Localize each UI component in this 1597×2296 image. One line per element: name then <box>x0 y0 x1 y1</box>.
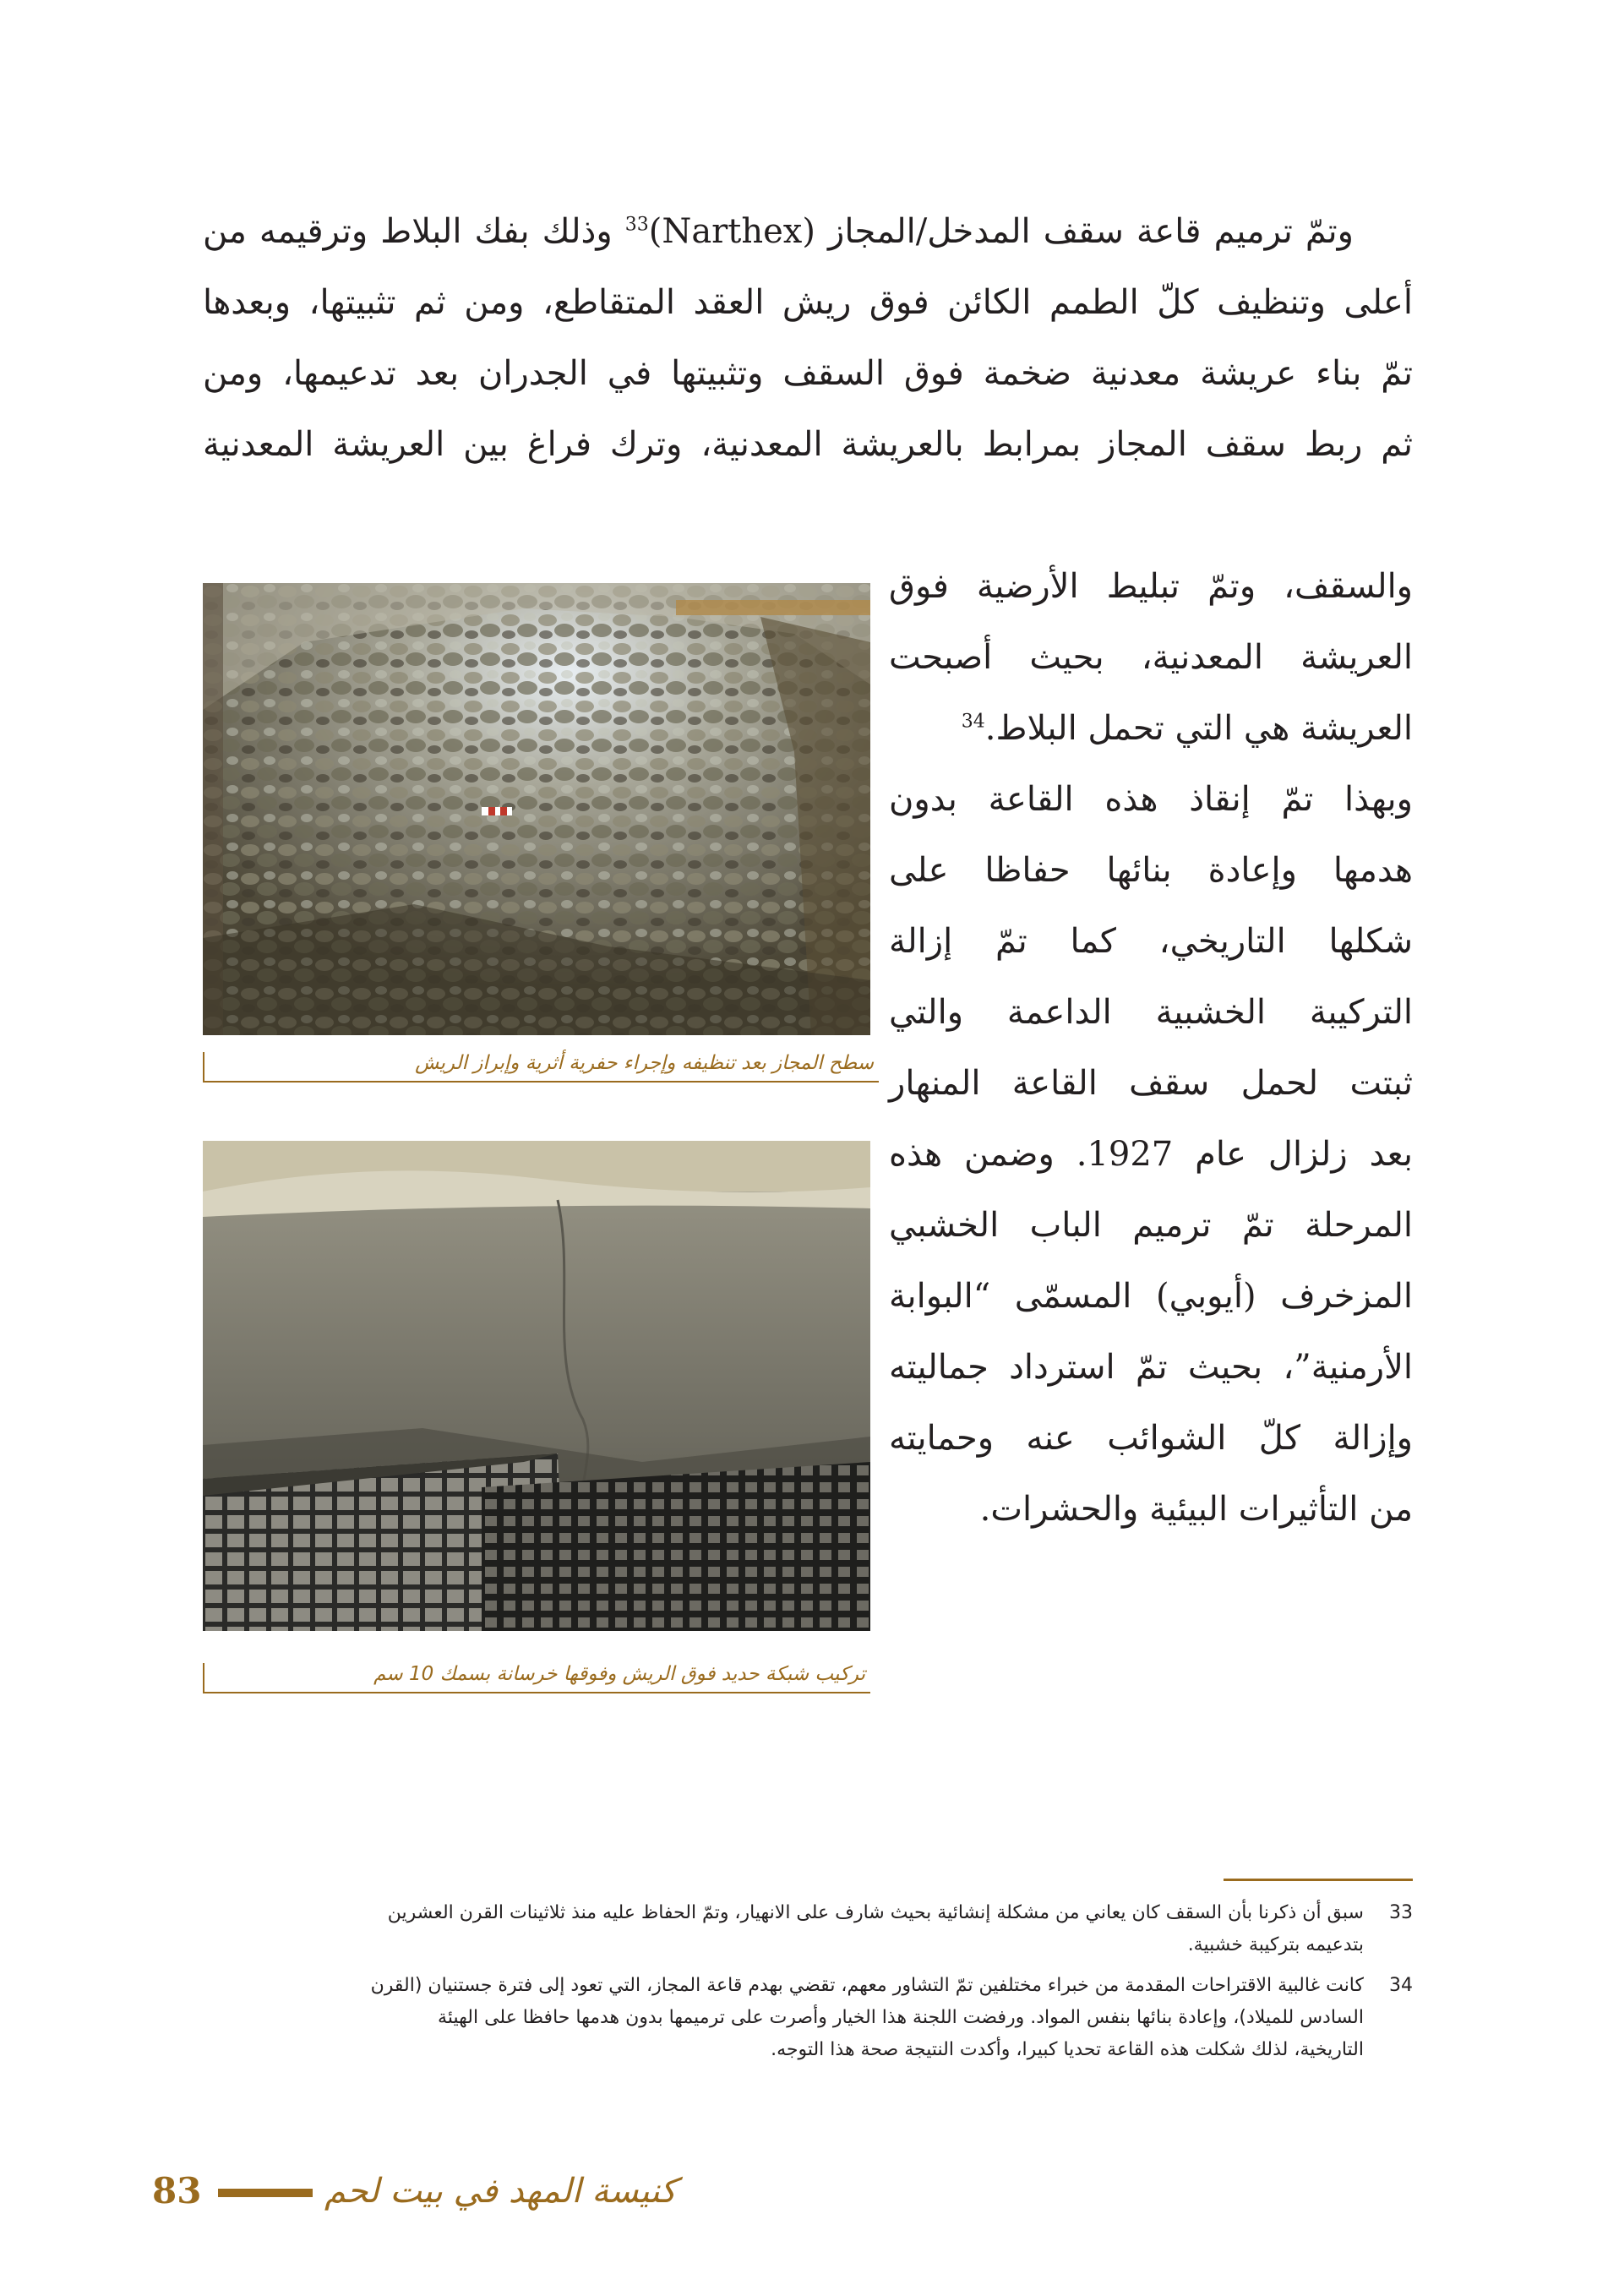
narrow-line-13: وإزالة كلّ الشوائب عنه وحمايته <box>889 1419 1413 1458</box>
page-number: 83 <box>152 2170 202 2211</box>
narrow-line-4: وبهذا تمّ إنقاذ هذه القاعة بدون <box>889 780 1413 819</box>
body-line-3: تمّ بناء عريشة معدنية ضخمة فوق السقف وتثبيتها في الجدران بعد تدعيمها، ومن <box>203 354 1413 393</box>
body-line-1 <box>203 196 1413 267</box>
footnote-number: 34 <box>1389 1975 1413 1996</box>
narrow-line-11: المزخرف (أيوبي) المسمّى “البوابة <box>889 1277 1413 1316</box>
footnote-33 <box>203 1897 1413 1961</box>
body-line-4: ثم ربط سقف المجاز بمرابط بالعريشة المعدنية، وترك فراغ بين العريشة المعدنية <box>203 425 1413 464</box>
footnote-34 <box>203 1970 1413 2066</box>
narrow-line-3 <box>889 693 1413 764</box>
narrow-line-7: التركيبة الخشبية الداعمة والتي <box>889 993 1413 1032</box>
narrow-line-2: العريشة المعدنية، بحيث أصبحت <box>889 638 1413 677</box>
photo-narthex-roof-cleaned <box>203 583 870 1035</box>
photo-steel-mesh-concrete <box>203 1141 870 1631</box>
body-line-1-part-b: وذلك بفك البلاط وترقيمه من <box>203 212 625 251</box>
footnote-line: بتدعيمه بتركيبة خشبية. <box>1187 1934 1364 1955</box>
narrow-line-8: ثبتت لحمل سقف القاعة المنهار <box>889 1064 1413 1103</box>
narrow-line-1: والسقف، وتمّ تبليط الأرضية فوق <box>889 567 1413 606</box>
narrow-line-14: من التأثيرات البيئية والحشرات. <box>979 1490 1413 1529</box>
footnote-number: 33 <box>1389 1902 1413 1923</box>
body-paragraph-full <box>203 196 1413 480</box>
body-paragraph-narrow <box>889 551 1413 1545</box>
photo1-caption: سطح المجاز بعد تنظيفه وإجراء حفرية أثرية وإبراز الريش <box>203 1052 879 1083</box>
photo2-caption: تركيب شبكة حديد فوق الريش وفوقها خرسانة بسمك 10 سم <box>203 1663 870 1693</box>
page-footer <box>152 2170 677 2221</box>
footnote-line: كانت غالبية الاقتراحات المقدمة من خبراء مختلفين تمّ التشاور معهم، تقضي بهدم قاعة المجاز، التي تعود إلى فترة جستنيان (القرن <box>370 1975 1364 1996</box>
footnotes <box>203 1897 1413 2075</box>
footer-divider-bar <box>218 2189 313 2197</box>
narrow-line-5: هدمها وإعادة بنائها حفاظا على <box>889 851 1413 890</box>
footnote-ref-33[interactable]: 33 <box>624 214 649 236</box>
footnote-line: سبق أن ذكرنا بأن السقف كان يعاني من مشكلة إنشائية بحيث شارف على الانهيار، وتمّ الحفاظ عليه منذ ثلاثينات القرن العشرين <box>387 1902 1364 1923</box>
narrow-line-3-text: العريشة هي التي تحمل البلاط. <box>984 709 1413 748</box>
running-title: كنيسة المهد في بيت لحم <box>324 2172 677 2211</box>
narrow-line-9: بعد زلزال عام 1927. وضمن هذه <box>889 1135 1413 1174</box>
narrow-line-10: المرحلة تمّ ترميم الباب الخشبي <box>889 1206 1413 1245</box>
footnote-line: التاريخية، لذلك شكلت هذه القاعة تحديا كبيرا، وأكدت النتيجة صحة هذا التوجه. <box>771 2039 1364 2060</box>
body-line-1-part-a: وتمّ ترميم قاعة سقف المدخل/المجاز (Narthex) <box>648 212 1354 251</box>
narrow-line-6: شكلها التاريخي، كما تمّ إزالة <box>889 922 1413 961</box>
photo-mesh-image <box>203 1141 870 1631</box>
footnote-line: السادس للميلاد)، وإعادة بنائها بنفس المواد. ورفضت اللجنة هذا الخيار وأصرت على ترميمها بدون هدمها حافظا على الهيئة <box>438 2007 1364 2028</box>
footnote-ref-34[interactable]: 34 <box>961 711 985 733</box>
narrow-line-12: الأرمنية”، بحيث تمّ استرداد جماليته <box>889 1348 1413 1387</box>
footnote-separator <box>1224 1879 1413 1881</box>
body-line-2: أعلى وتنظيف كلّ الطمم الكائن فوق ريش العقد المتقاطع، ومن ثم تثبيتها، وبعدها <box>203 283 1413 322</box>
photo-rubble-image <box>203 583 870 1035</box>
